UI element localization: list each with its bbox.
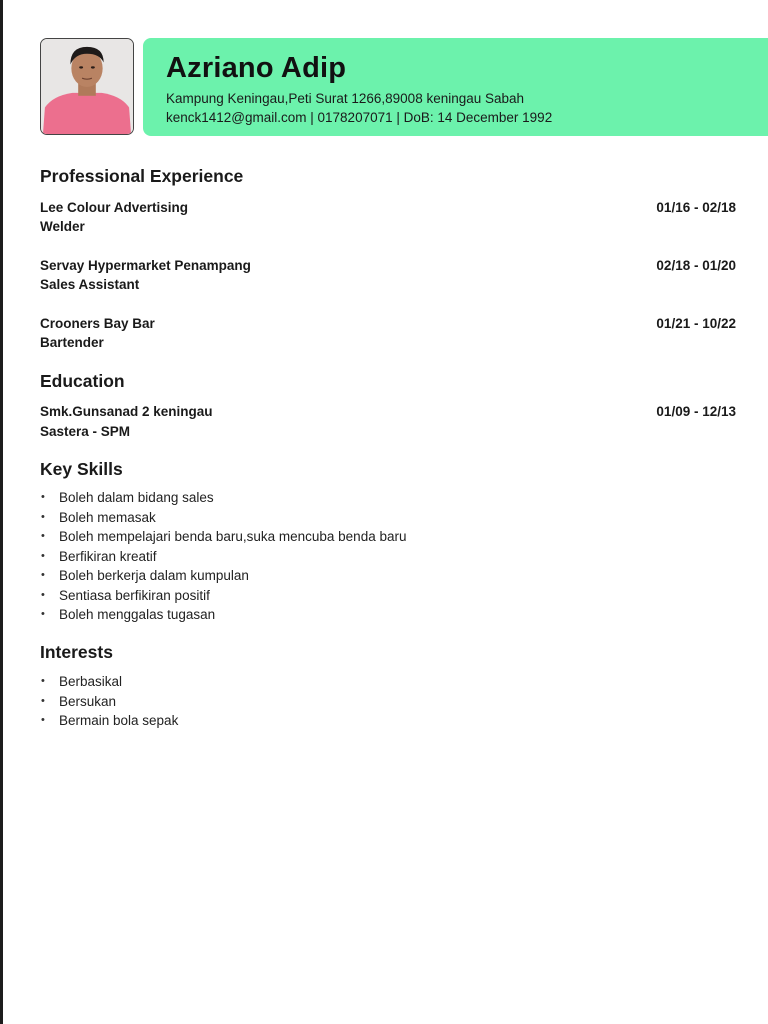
skill-text: Berfikiran kreatif: [59, 548, 157, 564]
bullet-icon: •: [41, 694, 45, 707]
bullet-icon: •: [41, 569, 45, 581]
experience-org: Servay Hypermarket Penampang: [40, 258, 251, 273]
profile-photo: [40, 38, 134, 135]
list-item: [40, 488, 406, 508]
bullet-icon: •: [41, 549, 45, 562]
interests-list: [40, 672, 178, 731]
list-item: [40, 605, 406, 625]
education-school: Smk.Gunsanad 2 keningau: [40, 404, 213, 419]
header-band: [143, 38, 768, 136]
experience-heading: Professional Experience: [40, 166, 244, 186]
experience-role: Sales Assistant: [40, 277, 140, 292]
bullet-icon: •: [41, 608, 45, 620]
education-dates: 01/09 - 12/13: [656, 404, 736, 419]
bullet-icon: •: [41, 675, 45, 687]
list-item: [40, 508, 406, 528]
experience-org: Crooners Bay Bar: [40, 316, 155, 331]
experience-dates: 01/21 - 10/22: [656, 316, 736, 331]
education-heading: Education: [40, 371, 125, 391]
skill-text: Boleh berkerja dalam kumpulan: [59, 568, 249, 583]
address-line: Kampung Keningau,Peti Surat 1266,89008 keningau Sabah: [166, 91, 525, 106]
skill-text: Boleh memasak: [59, 509, 156, 525]
list-item: [40, 692, 178, 712]
skill-text: Sentiasa berfikiran positif: [59, 587, 210, 603]
experience-role: Welder: [40, 219, 85, 234]
list-item: [40, 711, 178, 731]
skill-text: Boleh menggalas tugasan: [59, 607, 216, 622]
interest-text: Bersukan: [59, 693, 117, 709]
list-item: [40, 566, 406, 586]
page-edge: [0, 0, 3, 1024]
list-item: [40, 672, 178, 692]
list-item: [40, 547, 406, 567]
interest-text: Bermain bola sepak: [59, 713, 179, 728]
interests-heading: Interests: [40, 642, 113, 662]
skills-list: [40, 488, 406, 625]
candidate-name: Azriano Adip: [166, 52, 347, 84]
experience-role: Bartender: [40, 335, 104, 350]
skill-text: Boleh dalam bidang sales: [59, 490, 214, 505]
education-qualification: Sastera - SPM: [40, 424, 131, 439]
list-item: [40, 586, 406, 606]
experience-dates: 01/16 - 02/18: [656, 200, 736, 215]
skills-heading: Key Skills: [40, 459, 123, 479]
contact-line: kenck1412@gmail.com | 0178207071 | DoB: 14 December 1992: [166, 110, 553, 125]
bullet-icon: •: [41, 714, 45, 726]
experience-org: Lee Colour Advertising: [40, 200, 189, 215]
list-item: [40, 527, 406, 547]
bullet-icon: •: [41, 588, 45, 601]
skill-text: Boleh mempelajari benda baru,suka mencuba benda baru: [59, 529, 407, 544]
bullet-icon: •: [41, 510, 45, 523]
bullet-icon: •: [41, 491, 45, 503]
interest-text: Berbasikal: [59, 674, 123, 689]
bullet-icon: •: [41, 530, 45, 542]
experience-dates: 02/18 - 01/20: [656, 258, 736, 273]
